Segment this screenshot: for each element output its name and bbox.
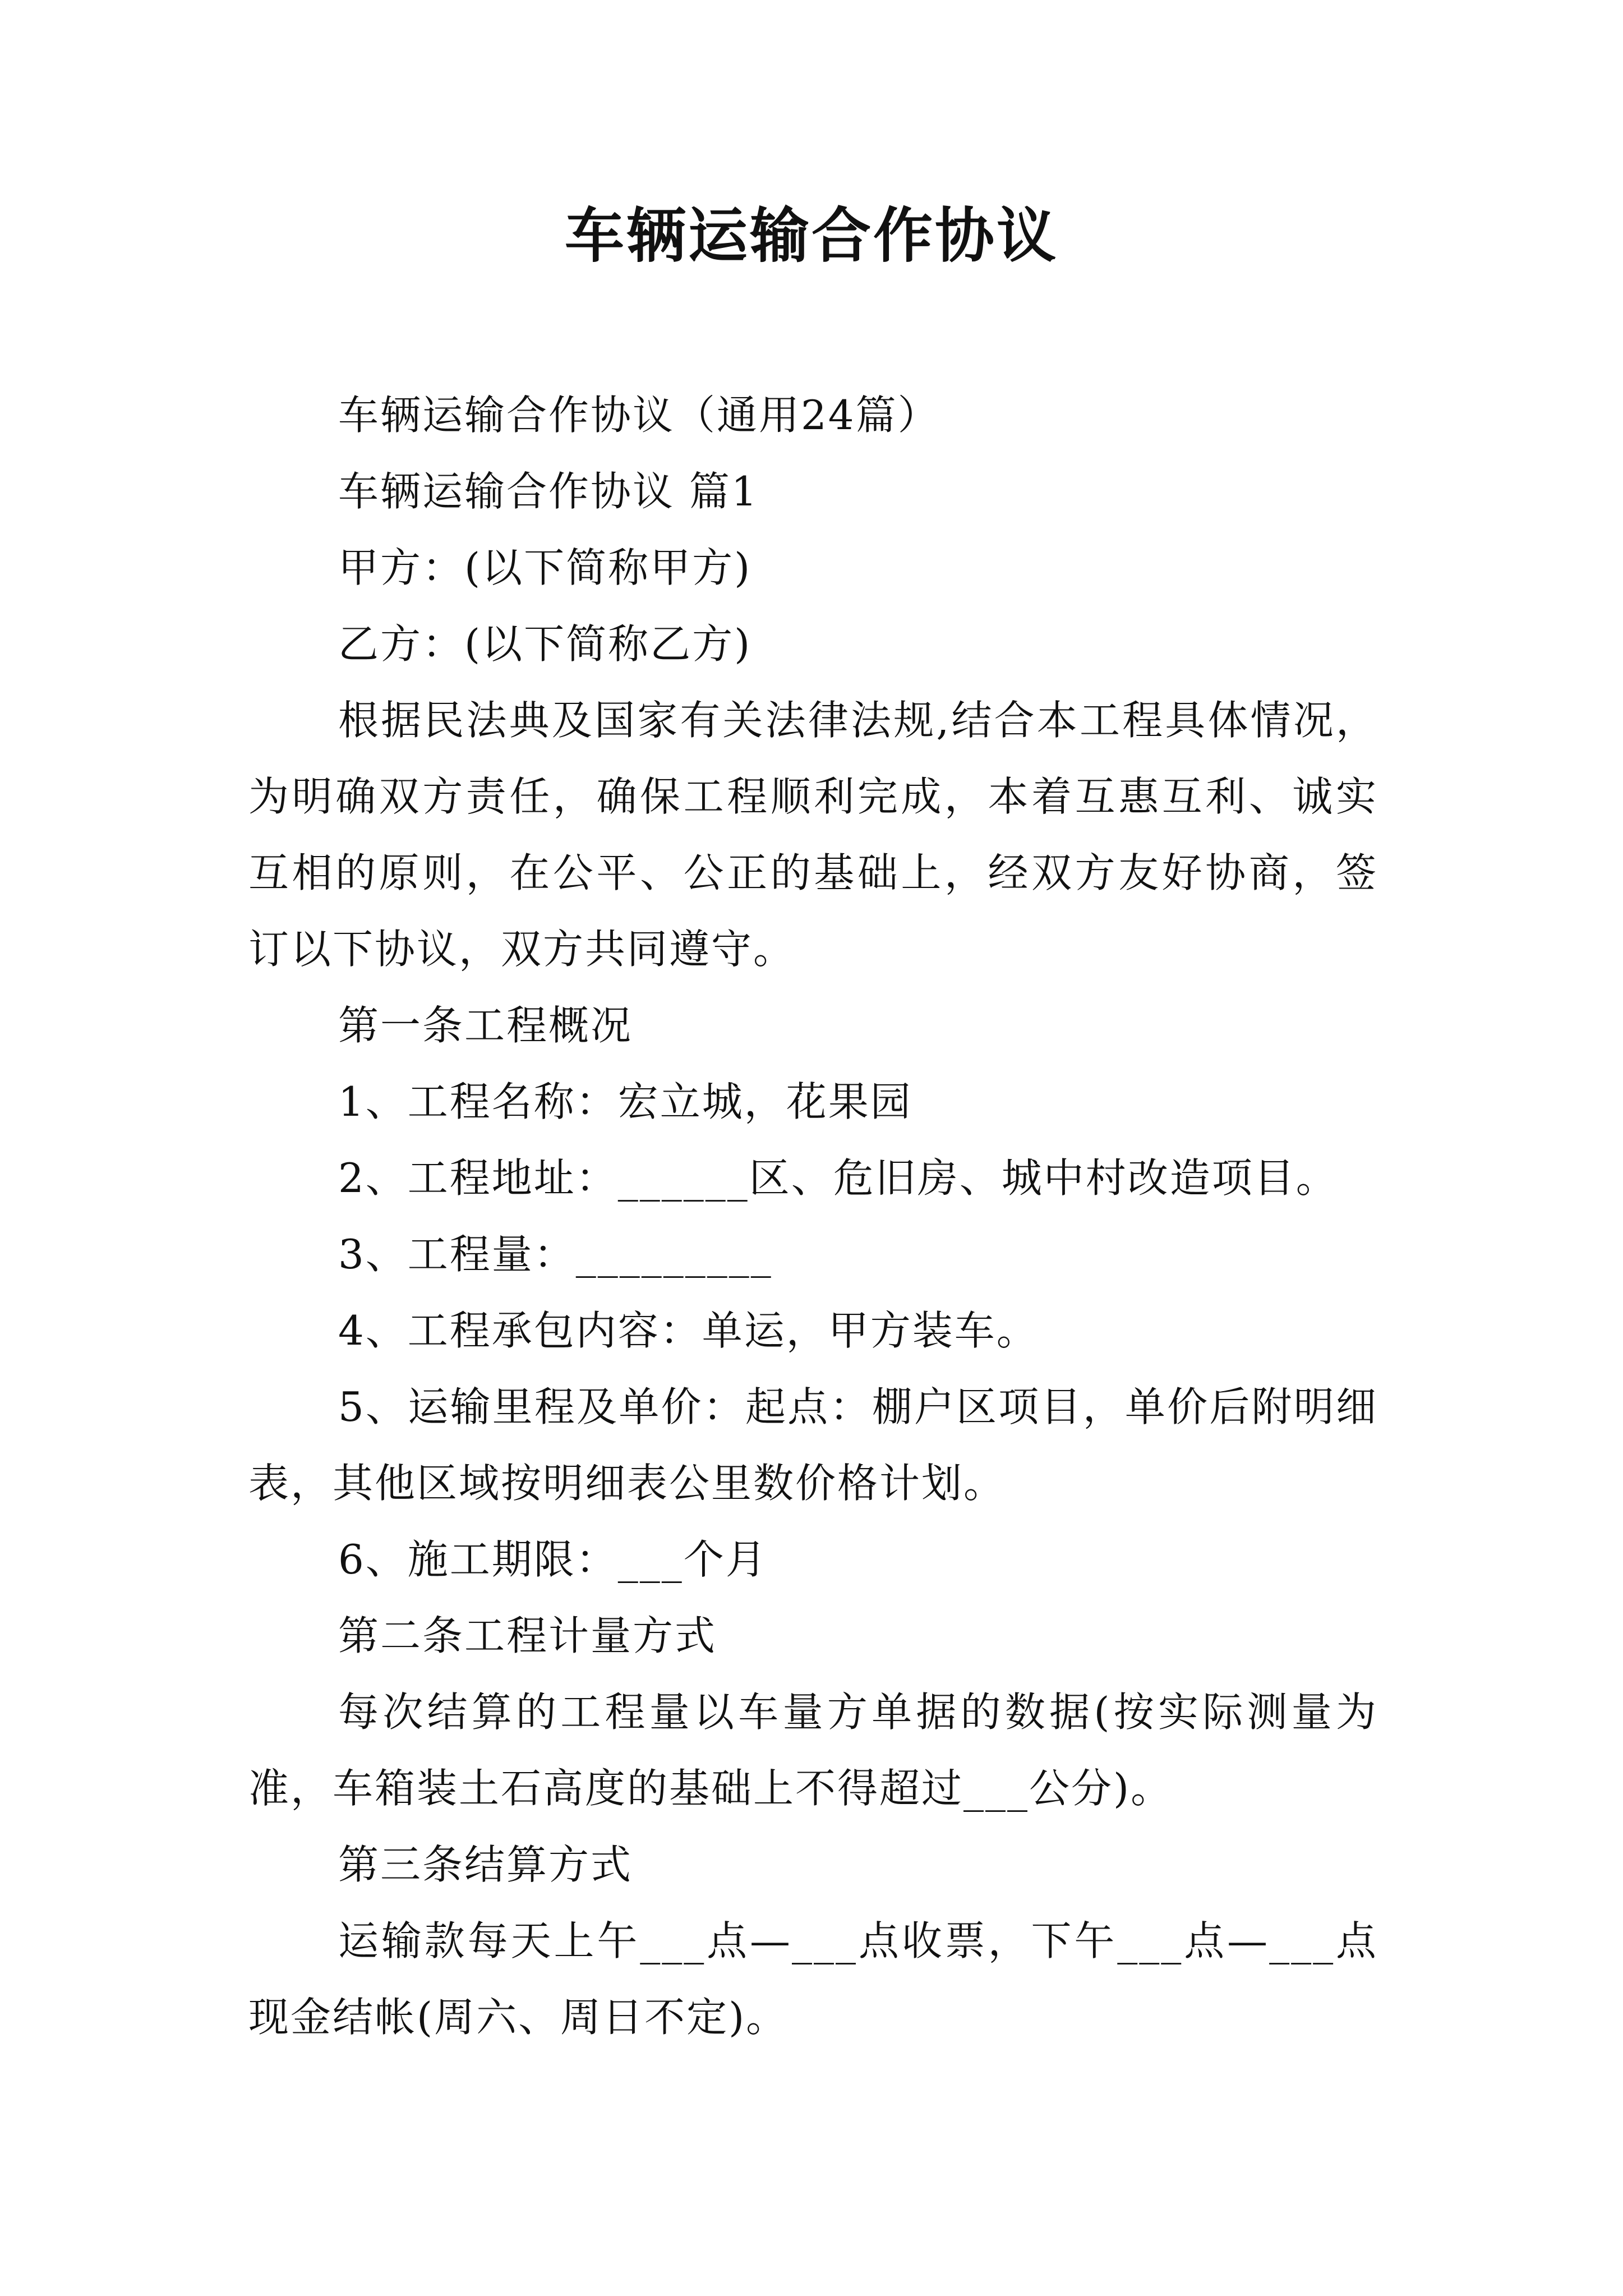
paragraph-construction-period: 6、施工期限：___个月 <box>338 1536 768 1583</box>
paragraph-section-heading: 车辆运输合作协议 篇1 <box>338 468 759 515</box>
paragraph-article-1-heading: 第一条工程概况 <box>338 1002 633 1049</box>
paragraph-article-3-heading: 第三条结算方式 <box>338 1841 633 1888</box>
paragraph-party-a: 甲方：(以下简称甲方) <box>338 544 752 591</box>
paragraph-contract-scope: 4、工程承包内容：单运，甲方装车。 <box>338 1307 1039 1354</box>
document-title: 车辆运输合作协议 <box>565 200 1058 270</box>
paragraph-party-b: 乙方：(以下简称乙方) <box>338 620 752 668</box>
paragraph-mileage-price: 5、运输里程及单价：起点：棚户区项目，单价后附明细表，其他区域按明细表公里数价格计划。 <box>248 1383 1378 1507</box>
paragraph-measurement: 每次结算的工程量以车量方单据的数据(按实际测量为准，车箱装土石高度的基础上不得超过___公分)。 <box>248 1688 1378 1812</box>
document-body <box>248 377 1378 2055</box>
paragraph-subtitle: 车辆运输合作协议（通用24篇） <box>338 392 940 439</box>
paragraph-settlement: 运输款每天上午___点—___点收票，下午___点—___点现金结帐(周六、周日不定)。 <box>248 1917 1378 2041</box>
paragraph-project-name: 1、工程名称：宏立城，花果园 <box>338 1078 912 1125</box>
paragraph-project-quantity: 3、工程量：_________ <box>338 1231 773 1278</box>
paragraph-article-2-heading: 第二条工程计量方式 <box>338 1612 717 1659</box>
paragraph-project-address: 2、工程地址：______区、危旧房、城中村改造项目。 <box>338 1154 1338 1202</box>
paragraph-preamble: 根据民法典及国家有关法律法规,结合本工程具体情况，为明确双方责任，确保工程顺利完成，本着互惠互利、诚实互相的原则，在公平、公正的基础上，经双方友好协商，签订以下协议，双方共同遵守。 <box>248 697 1378 973</box>
